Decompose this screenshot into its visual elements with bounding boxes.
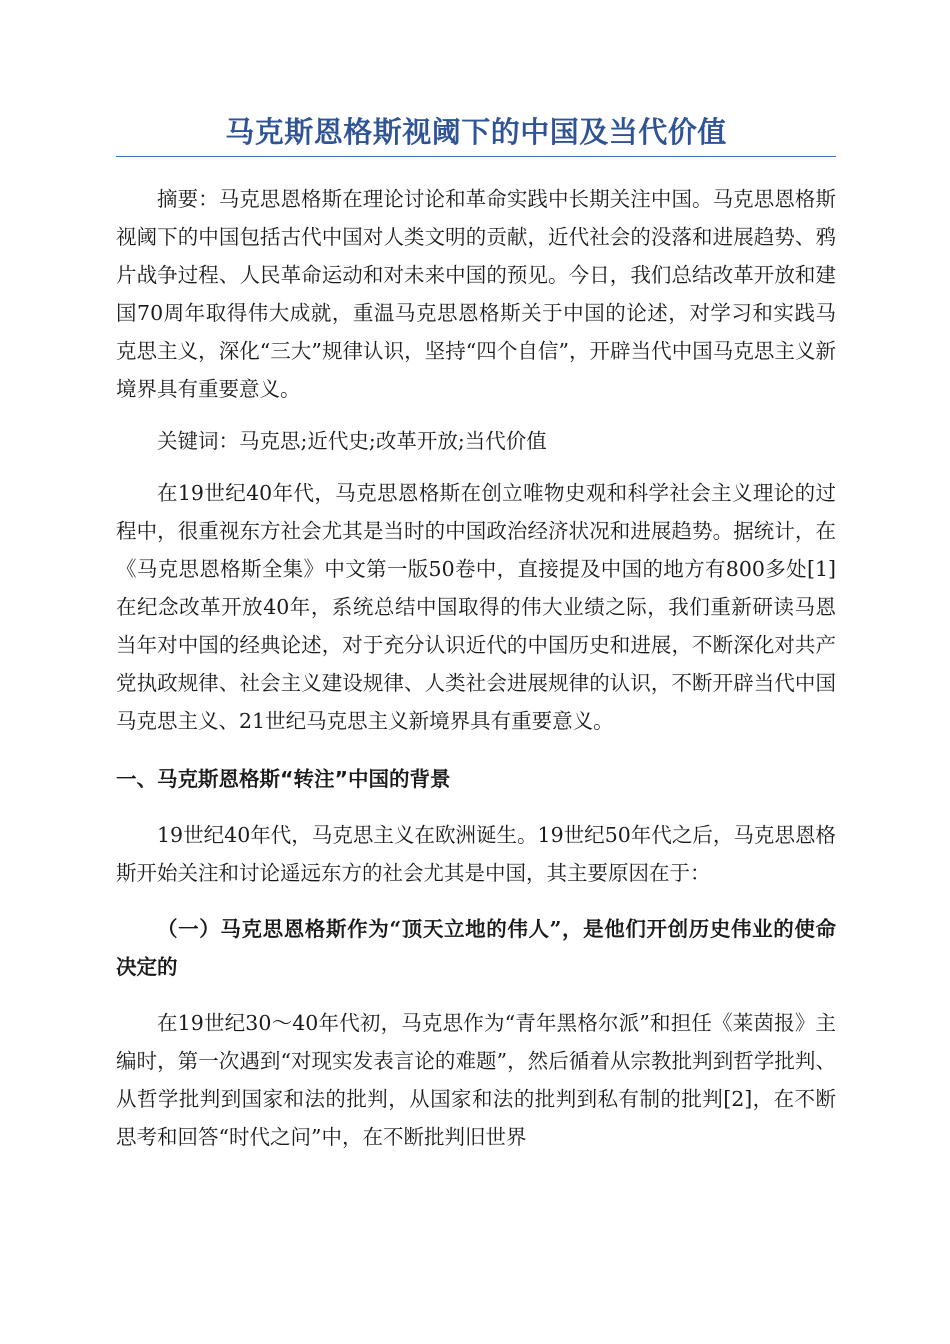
subsection-1-paragraph: 在19世纪30～40年代初，马克思作为“青年黑格尔派”和担任《莱茵报》主编时，第一次遇到“对现实发表言论的难题”，然后循着从宗教批判到哲学批判、从哲学批判到国家和法的批判，从国家和法的批判到私有制的批判[2]，在不断思考和回答“时代之问”中，在不断批判旧世界	[116, 1011, 836, 1149]
section-1-paragraph: 19世纪40年代，马克思主义在欧洲诞生。19世纪50年代之后，马克思恩格斯开始关注和讨论遥远东方的社会尤其是中国，其主要原因在于：	[116, 823, 836, 885]
intro-paragraph: 在19世纪40年代，马克思恩格斯在创立唯物史观和科学社会主义理论的过程中，很重视东方社会尤其是当时的中国政治经济状况和进展趋势。据统计，在《马克思恩格斯全集》中文第一版50卷中，直接提及中国的地方有800多处[1]在纪念改革开放40年，系统总结中国取得的伟大业绩之际，我们重新研读马恩当年对中国的经典论述，对于充分认识近代的中国历史和进展，不断深化对共产党执政规律、社会主义建设规律、人类社会进展规律的认识，不断开辟当代中国马克思主义、21世纪马克思主义新境界具有重要意义。	[116, 481, 836, 733]
document-title: 马克斯恩格斯视阈下的中国及当代价值	[116, 110, 836, 157]
keywords-paragraph: 关键词：马克思;近代史;改革开放;当代价值	[157, 429, 547, 453]
abstract-paragraph: 摘要：马克思恩格斯在理论讨论和革命实践中长期关注中国。马克思恩格斯视阈下的中国包括古代中国对人类文明的贡献，近代社会的没落和进展趋势、鸦片战争过程、人民革命运动和对未来中国的预见。今日，我们总结改革开放和建国70周年取得伟大成就，重温马克思恩格斯关于中国的论述，对学习和实践马克思主义，深化“三大”规律认识，坚持“四个自信”，开辟当代中国马克思主义新境界具有重要意义。	[116, 187, 836, 401]
document-page	[116, 110, 836, 1156]
subsection-heading-1: （一）马克思恩格斯作为“顶天立地的伟人”，是他们开创历史伟业的使命决定的	[116, 917, 836, 979]
section-heading-1: 一、马克斯恩格斯“转注”中国的背景	[116, 767, 451, 791]
